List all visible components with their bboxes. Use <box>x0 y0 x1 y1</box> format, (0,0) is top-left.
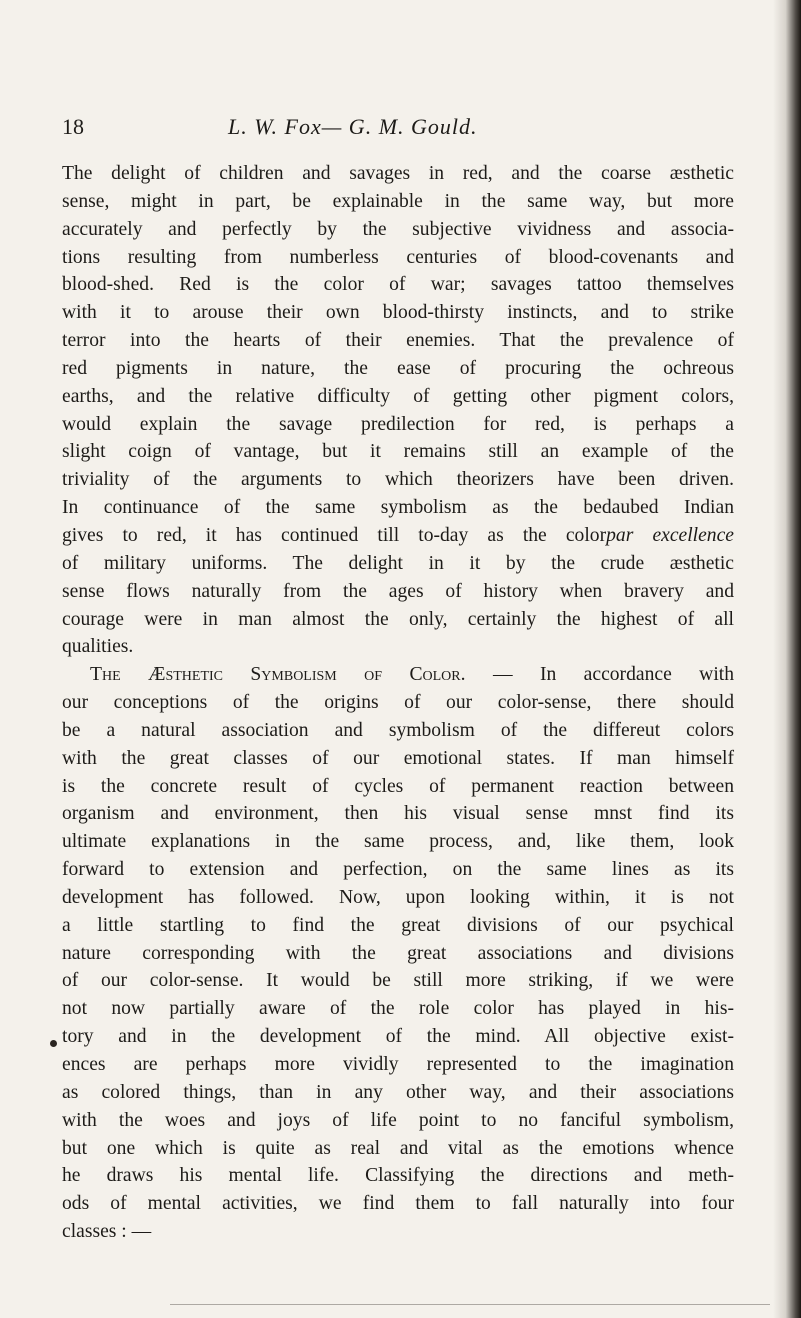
text-line: terror into the hearts of their enemies. That the prevalence of <box>62 330 734 352</box>
text-line: with it to arouse their own blood-thirsty instincts, and to strike <box>62 302 734 324</box>
margin-dot-mark <box>50 1040 57 1047</box>
text-line: forward to extension and perfection, on the same lines as its <box>62 859 734 881</box>
text-line: ences are perhaps more vividly represented to the imagination <box>62 1054 734 1075</box>
text-line: earths, and the relative difficulty of getting other pigment colors, <box>62 385 734 407</box>
text-line: courage were in man almost the only, certainly the highest of all <box>62 608 734 630</box>
text-line: accurately and perfectly by the subjective vividness and associa- <box>62 218 734 240</box>
text-line: but one which is quite as real and vital as the emotions whence <box>62 1137 734 1159</box>
text-line: of our color-sense. It would be still more striking, if we were <box>62 970 734 992</box>
text-line: slight coign of vantage, but it remains still an example of the <box>62 441 734 463</box>
text-line: be a natural association and symbolism of the differeut colors <box>62 719 734 741</box>
section-heading-line <box>62 661 734 689</box>
text-line: tions resulting from numberless centuries of blood-covenants and <box>62 246 734 268</box>
page-bottom-edge <box>170 1304 770 1305</box>
text-line: red pigments in nature, the ease of procuring the ochreous <box>62 357 734 379</box>
text-line: sense flows naturally from the ages of history when bravery and <box>62 580 734 602</box>
text-line-rest: — In accordance with <box>492 664 734 686</box>
section-heading: The Æsthetic Symbolism of Color. <box>90 664 466 686</box>
text-line: sense, might in part, be explainable in the same way, but more <box>62 190 734 212</box>
italic-phrase: par excellence <box>606 524 735 546</box>
text-line-start: gives to red, it has continued till to-day as the color <box>62 524 607 546</box>
text-line: triviality of the arguments to which theorizers have been driven. <box>62 469 734 491</box>
page-gutter-shadow <box>773 0 801 1318</box>
text-line: tory and in the development of the mind. All objective exist- <box>62 1026 734 1048</box>
text-line: development has followed. Now, upon looking within, it is not <box>62 886 734 908</box>
text-line: organism and environment, then his visual sense mnst find its <box>62 803 734 825</box>
text-line: with the woes and joys of life point to no fanciful symbolism, <box>62 1109 734 1131</box>
running-head: L. W. Fox— G. M. Gould. <box>228 114 478 139</box>
text-line: as colored things, than in any other way, and their associations <box>62 1081 734 1103</box>
text-line: is the concrete result of cycles of permanent reaction between <box>62 775 734 797</box>
paragraph-end-line: qualities. <box>62 636 134 658</box>
text-line: The delight of children and savages in red, and the coarse æsthetic <box>62 163 734 184</box>
text-line: he draws his mental life. Classifying the directions and meth- <box>62 1165 734 1187</box>
text-line: ultimate explanations in the same process, and, like them, look <box>62 831 734 853</box>
text-line: In continuance of the same symbolism as the bedaubed Indian <box>62 497 734 519</box>
page-header <box>0 112 760 142</box>
text-line: a little startling to find the great divisions of our psychical <box>62 914 734 936</box>
text-line: of military uniforms. The delight in it by the crude æsthetic <box>62 552 734 574</box>
text-line: not now partially aware of the role color has played in his- <box>62 998 734 1020</box>
text-line: with the great classes of our emotional states. If man himself <box>62 747 734 769</box>
body-text <box>62 160 734 1246</box>
text-line: blood-shed. Red is the color of war; savages tattoo themselves <box>62 274 734 296</box>
text-line-with-italic <box>62 522 734 550</box>
text-line: would explain the savage predilection for red, is perhaps a <box>62 413 734 435</box>
text-line: our conceptions of the origins of our color-sense, there should <box>62 692 734 714</box>
page-number: 18 <box>62 114 84 139</box>
text-line: ods of mental activities, we find them to fall naturally into four <box>62 1193 734 1215</box>
text-line: nature corresponding with the great associations and divisions <box>62 942 734 964</box>
paragraph-end-line: classes : — <box>62 1221 152 1243</box>
